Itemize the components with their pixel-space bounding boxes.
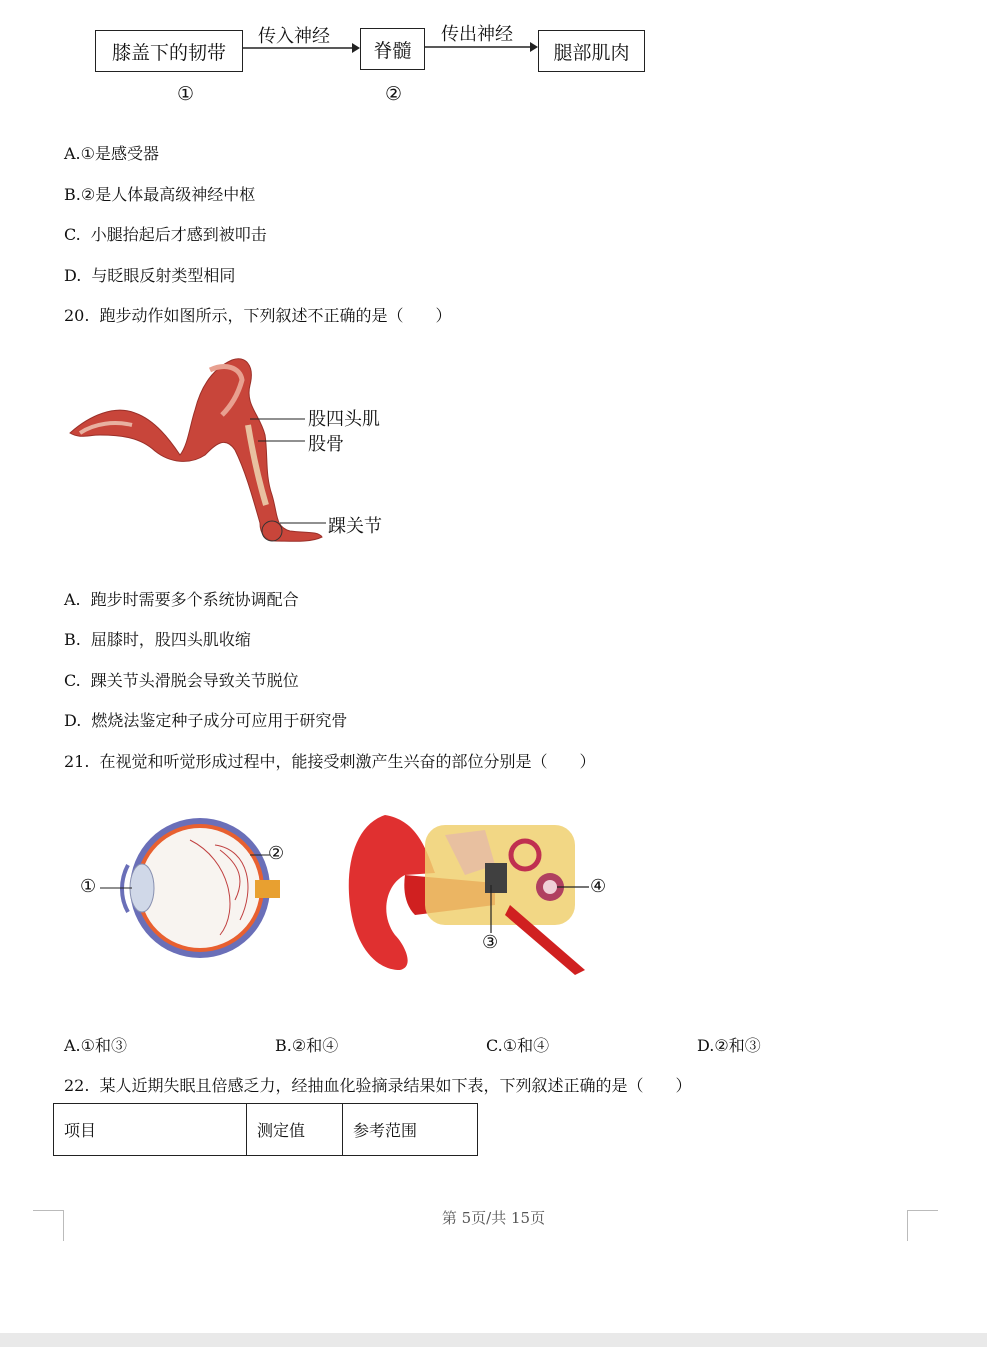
q20-option-d: D. 燃烧法鉴定种子成分可应用于研究骨 (64, 711, 348, 730)
eye-marker-2: ② (268, 843, 285, 864)
q21-option-a: A.①和③ (64, 1036, 127, 1055)
q20-option-c: C. 踝关节头滑脱会导致关节脱位 (64, 671, 299, 690)
table-header-reference: 参考范围 (343, 1104, 478, 1156)
marker-2: ② (385, 83, 403, 105)
blood-test-table (53, 1103, 478, 1156)
label-quadriceps: 股四头肌 (308, 409, 380, 430)
reflex-box-leg-muscle-label: 腿部肌肉 (553, 41, 630, 64)
q19-option-a: A.①是感受器 (64, 144, 159, 163)
q21-stem: 21. 在视觉和听觉形成过程中，能接受刺激产生兴奋的部位分别是（ ） (64, 752, 596, 771)
q20-option-a: A. 跑步时需要多个系统协调配合 (64, 590, 299, 609)
q20-stem: 20. 跑步动作如图所示，下列叙述不正确的是（ ） (64, 306, 452, 325)
q20-option-b: B. 屈膝时，股四头肌收缩 (64, 630, 251, 649)
window-bottom-strip (0, 1333, 987, 1347)
ear-diagram (345, 805, 620, 980)
q22-stem: 22. 某人近期失眠且倍感乏力，经抽血化验摘录结果如下表，下列叙述正确的是（ ） (64, 1076, 692, 1095)
q19-option-d: D. 与眨眼反射类型相同 (64, 266, 236, 285)
eye-diagram (70, 810, 300, 970)
table-header-measured: 测定值 (247, 1104, 343, 1156)
table-row (54, 1104, 478, 1156)
afferent-nerve-label: 传入神经 (258, 26, 330, 47)
q19-option-c: C. 小腿抬起后才感到被叩击 (64, 225, 267, 244)
table-header-item: 项目 (54, 1104, 247, 1156)
reflex-box-spinal-cord-label: 脊髓 (373, 39, 412, 62)
efferent-nerve-label: 传出神经 (441, 24, 513, 45)
ear-marker-3: ③ (482, 932, 499, 953)
marker-1: ① (177, 83, 195, 105)
eye-marker-1: ① (80, 876, 97, 897)
page-footer: 第 5页/共 15页 (441, 1209, 546, 1227)
ear-marker-4: ④ (590, 876, 607, 897)
q21-option-d: D.②和③ (697, 1036, 761, 1055)
q21-option-b: B.②和④ (275, 1036, 339, 1055)
reflex-box-ligament-label: 膝盖下的韧带 (111, 41, 226, 64)
label-femur: 股骨 (308, 434, 344, 455)
q19-option-b: B.②是人体最高级神经中枢 (64, 185, 256, 204)
label-ankle-joint: 踝关节 (328, 516, 382, 537)
reflex-arrows (0, 0, 987, 120)
q21-option-c: C.①和④ (486, 1036, 550, 1055)
